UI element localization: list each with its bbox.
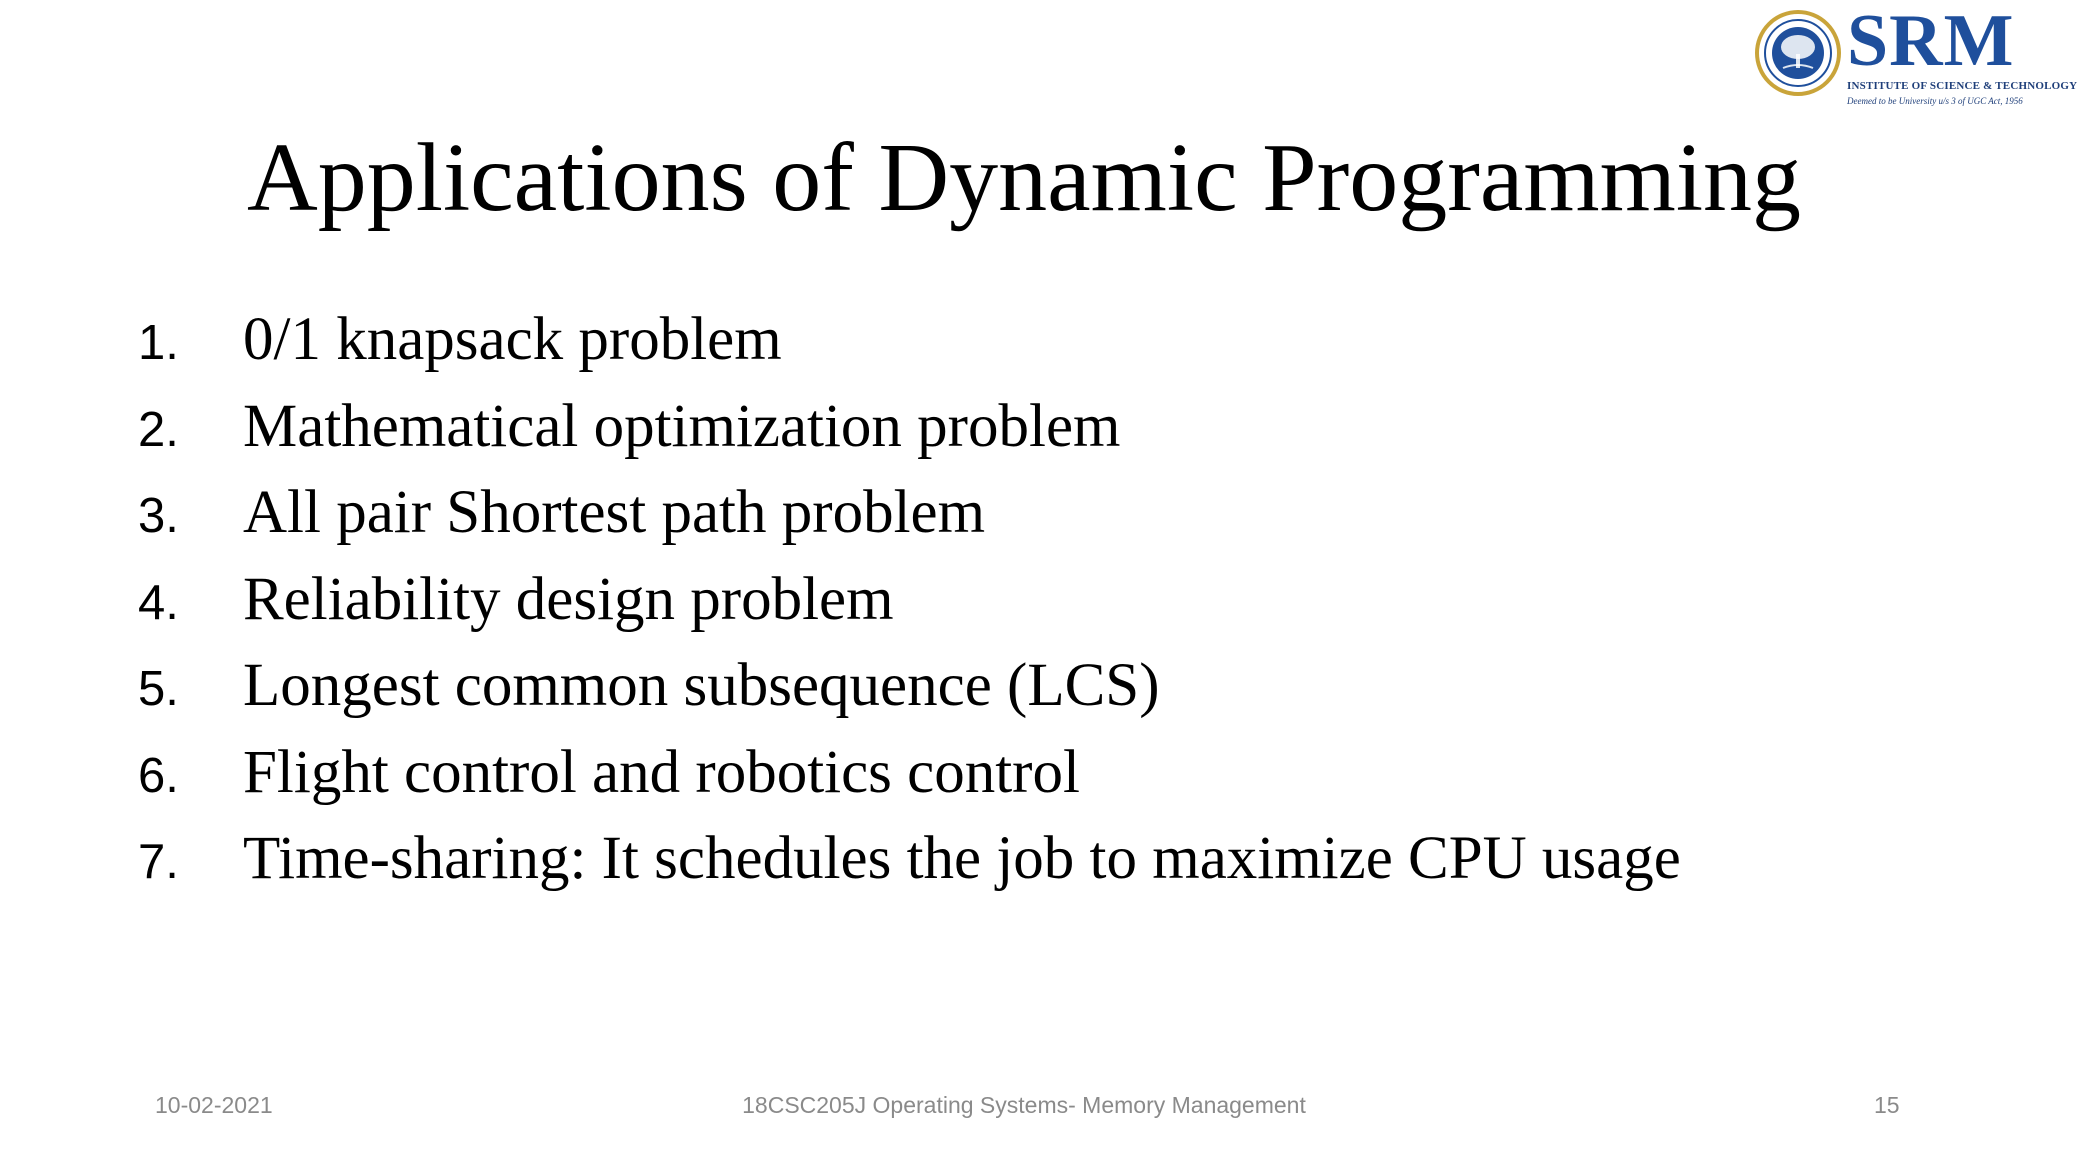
list-item-number: 1.: [138, 316, 179, 370]
list-item: [138, 305, 1681, 392]
logo-tagline: Deemed to be University u/s 3 of UGC Act, 1956: [1847, 96, 2023, 106]
list-item: [138, 651, 1681, 738]
list-item-text: Time-sharing: It schedules the job to maximize CPU usage: [243, 825, 1681, 892]
list-item: [138, 478, 1681, 565]
srm-logo: [1755, 0, 2077, 110]
list-item-number: 2.: [138, 402, 179, 457]
logo-subtitle: INSTITUTE OF SCIENCE & TECHNOLOGY: [1847, 80, 2077, 92]
list-item-text: Mathematical optimization problem: [243, 392, 1121, 460]
list-item-text: Reliability design problem: [243, 565, 894, 633]
university-seal-icon: [1755, 10, 1841, 96]
list-item-text: 0/1 knapsack problem: [243, 306, 782, 373]
list-item-number: 6.: [138, 748, 179, 803]
list-item-number: 5.: [138, 662, 179, 716]
list-item: [138, 738, 1681, 825]
list-item: [138, 565, 1681, 652]
footer-course: 18CSC205J Operating Systems- Memory Management: [742, 1092, 1306, 1118]
footer-page-number: 15: [1874, 1092, 1900, 1118]
list-item-number: 4.: [138, 575, 179, 630]
list-item-text: Flight control and robotics control: [243, 738, 1080, 806]
list-item-number: 3.: [138, 489, 179, 543]
slide-title: Applications of Dynamic Programming: [246, 124, 1802, 232]
list-item-text: Longest common subsequence (LCS): [243, 652, 1160, 719]
logo-wordmark: SRM: [1847, 0, 2015, 82]
footer-date: 10-02-2021: [155, 1092, 273, 1118]
list-item-number: 7.: [138, 835, 179, 889]
list-item: [138, 824, 1681, 911]
list-item-text: All pair Shortest path problem: [243, 479, 986, 546]
list-item: [138, 392, 1681, 479]
application-list: [138, 305, 1681, 911]
